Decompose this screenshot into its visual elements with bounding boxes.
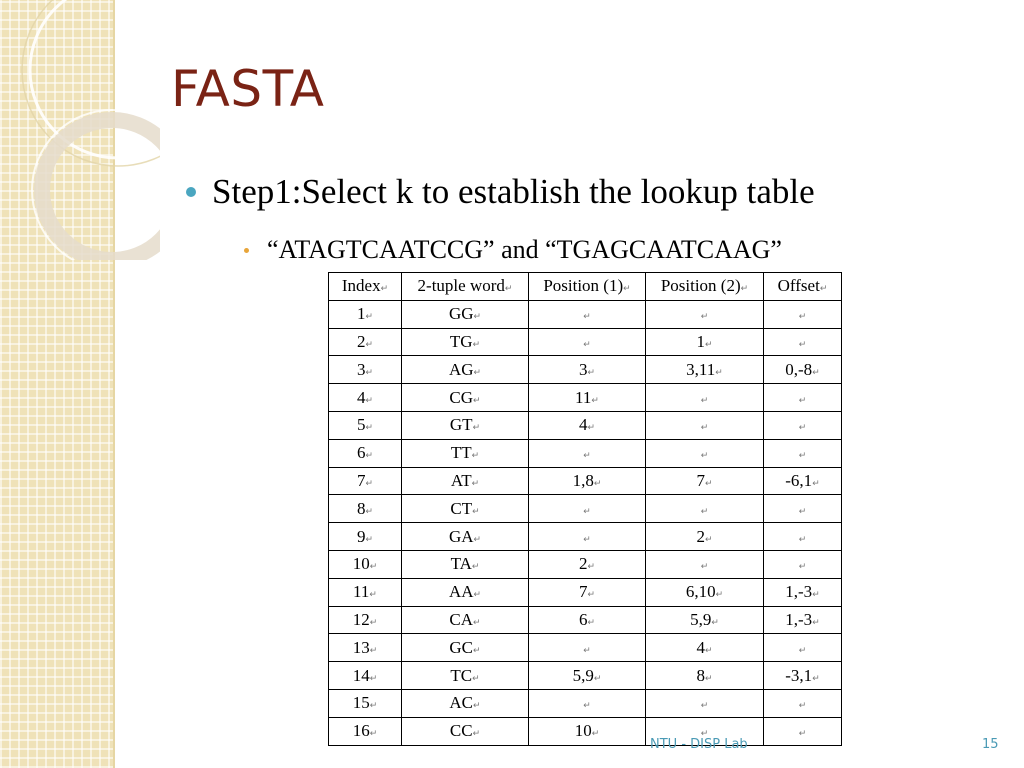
cell-position-2: ↵ xyxy=(646,717,764,745)
page-number: 15 xyxy=(982,737,999,752)
cell-word: TG↵ xyxy=(402,328,529,356)
cell-position-1: ↵ xyxy=(529,328,646,356)
cell-position-1: 1,8↵ xyxy=(529,467,646,495)
decorative-circles xyxy=(0,0,160,260)
table-row xyxy=(329,523,842,551)
cell-position-2: ↵ xyxy=(646,384,764,412)
cell-position-1: 4↵ xyxy=(529,411,646,439)
cell-index: 7↵ xyxy=(329,467,402,495)
cell-position-1: ↵ xyxy=(529,439,646,467)
cell-position-1: ↵ xyxy=(529,634,646,662)
table-row xyxy=(329,300,842,328)
table-row xyxy=(329,467,842,495)
header-word: 2-tuple word↵ xyxy=(402,273,529,301)
header-position-2: Position (2)↵ xyxy=(646,273,764,301)
table-body xyxy=(329,300,842,745)
table-row xyxy=(329,717,842,745)
table-row xyxy=(329,550,842,578)
table-row xyxy=(329,606,842,634)
cell-offset: -6,1↵ xyxy=(764,467,842,495)
table-row xyxy=(329,411,842,439)
cell-offset: ↵ xyxy=(764,300,842,328)
table-row xyxy=(329,356,842,384)
sub-bullet-dot-icon xyxy=(244,248,249,253)
cell-offset: ↵ xyxy=(764,495,842,523)
cell-word: CT↵ xyxy=(402,495,529,523)
table-row xyxy=(329,578,842,606)
cell-offset: ↵ xyxy=(764,717,842,745)
cell-offset: 0,-8↵ xyxy=(764,356,842,384)
cell-position-1: 10↵ xyxy=(529,717,646,745)
sub-bullet xyxy=(244,235,782,265)
cell-position-2: ↵ xyxy=(646,300,764,328)
cell-word: CA↵ xyxy=(402,606,529,634)
cell-word: GA↵ xyxy=(402,523,529,551)
table-header-row xyxy=(329,273,842,301)
cell-position-2: 2↵ xyxy=(646,523,764,551)
cell-position-2: 4↵ xyxy=(646,634,764,662)
cell-offset: ↵ xyxy=(764,634,842,662)
cell-index: 8↵ xyxy=(329,495,402,523)
table-row xyxy=(329,662,842,690)
cell-index: 15↵ xyxy=(329,689,402,717)
cell-offset: ↵ xyxy=(764,439,842,467)
cell-word: AC↵ xyxy=(402,689,529,717)
main-bullet xyxy=(186,172,815,212)
cell-position-2: ↵ xyxy=(646,439,764,467)
cell-position-2: 1↵ xyxy=(646,328,764,356)
cell-position-2: ↵ xyxy=(646,550,764,578)
table-row xyxy=(329,384,842,412)
cell-word: AT↵ xyxy=(402,467,529,495)
cell-offset: ↵ xyxy=(764,523,842,551)
cell-index: 14↵ xyxy=(329,662,402,690)
lookup-table xyxy=(328,272,842,746)
table-row xyxy=(329,689,842,717)
cell-word: CC↵ xyxy=(402,717,529,745)
cell-index: 16↵ xyxy=(329,717,402,745)
cell-position-1: 11↵ xyxy=(529,384,646,412)
sub-bullet-text: “ATAGTCAATCCG” and “TGAGCAATCAAG” xyxy=(267,235,782,264)
cell-word: TT↵ xyxy=(402,439,529,467)
cell-index: 6↵ xyxy=(329,439,402,467)
cell-index: 12↵ xyxy=(329,606,402,634)
cell-position-2: 3,11↵ xyxy=(646,356,764,384)
cell-offset: ↵ xyxy=(764,328,842,356)
cell-index: 1↵ xyxy=(329,300,402,328)
header-index: Index↵ xyxy=(329,273,402,301)
cell-position-2: 5,9↵ xyxy=(646,606,764,634)
cell-position-1: 3↵ xyxy=(529,356,646,384)
cell-index: 4↵ xyxy=(329,384,402,412)
cell-index: 2↵ xyxy=(329,328,402,356)
cell-index: 5↵ xyxy=(329,411,402,439)
cell-offset: ↵ xyxy=(764,384,842,412)
cell-position-1: ↵ xyxy=(529,689,646,717)
cell-position-1: ↵ xyxy=(529,495,646,523)
header-offset: Offset↵ xyxy=(764,273,842,301)
slide-title: FASTA xyxy=(171,60,325,118)
cell-index: 10↵ xyxy=(329,550,402,578)
table-row xyxy=(329,634,842,662)
main-bullet-text: Step1:Select k to establish the lookup table xyxy=(212,172,815,211)
cell-index: 13↵ xyxy=(329,634,402,662)
cell-word: GG↵ xyxy=(402,300,529,328)
cell-index: 11↵ xyxy=(329,578,402,606)
cell-word: GC↵ xyxy=(402,634,529,662)
cell-word: AA↵ xyxy=(402,578,529,606)
cell-position-2: ↵ xyxy=(646,495,764,523)
cell-offset: ↵ xyxy=(764,550,842,578)
table-row xyxy=(329,439,842,467)
cell-word: AG↵ xyxy=(402,356,529,384)
cell-position-1: ↵ xyxy=(529,523,646,551)
cell-position-1: 7↵ xyxy=(529,578,646,606)
cell-position-2: ↵ xyxy=(646,689,764,717)
cell-position-1: ↵ xyxy=(529,300,646,328)
header-position-1: Position (1)↵ xyxy=(529,273,646,301)
cell-offset: ↵ xyxy=(764,689,842,717)
cell-position-1: 6↵ xyxy=(529,606,646,634)
cell-offset: 1,-3↵ xyxy=(764,578,842,606)
cell-index: 3↵ xyxy=(329,356,402,384)
cell-position-1: 5,9↵ xyxy=(529,662,646,690)
cell-position-1: 2↵ xyxy=(529,550,646,578)
cell-position-2: ↵ xyxy=(646,411,764,439)
cell-position-2: 7↵ xyxy=(646,467,764,495)
cell-offset: -3,1↵ xyxy=(764,662,842,690)
cell-offset: 1,-3↵ xyxy=(764,606,842,634)
cell-offset: ↵ xyxy=(764,411,842,439)
footer-text: NTU - DISP Lab xyxy=(650,737,748,752)
bullet-dot-icon xyxy=(186,187,196,197)
table-row xyxy=(329,328,842,356)
cell-word: GT↵ xyxy=(402,411,529,439)
cell-position-2: 6,10↵ xyxy=(646,578,764,606)
cell-position-2: 8↵ xyxy=(646,662,764,690)
cell-index: 9↵ xyxy=(329,523,402,551)
table-row xyxy=(329,495,842,523)
cell-word: TC↵ xyxy=(402,662,529,690)
cell-word: TA↵ xyxy=(402,550,529,578)
cell-word: CG↵ xyxy=(402,384,529,412)
